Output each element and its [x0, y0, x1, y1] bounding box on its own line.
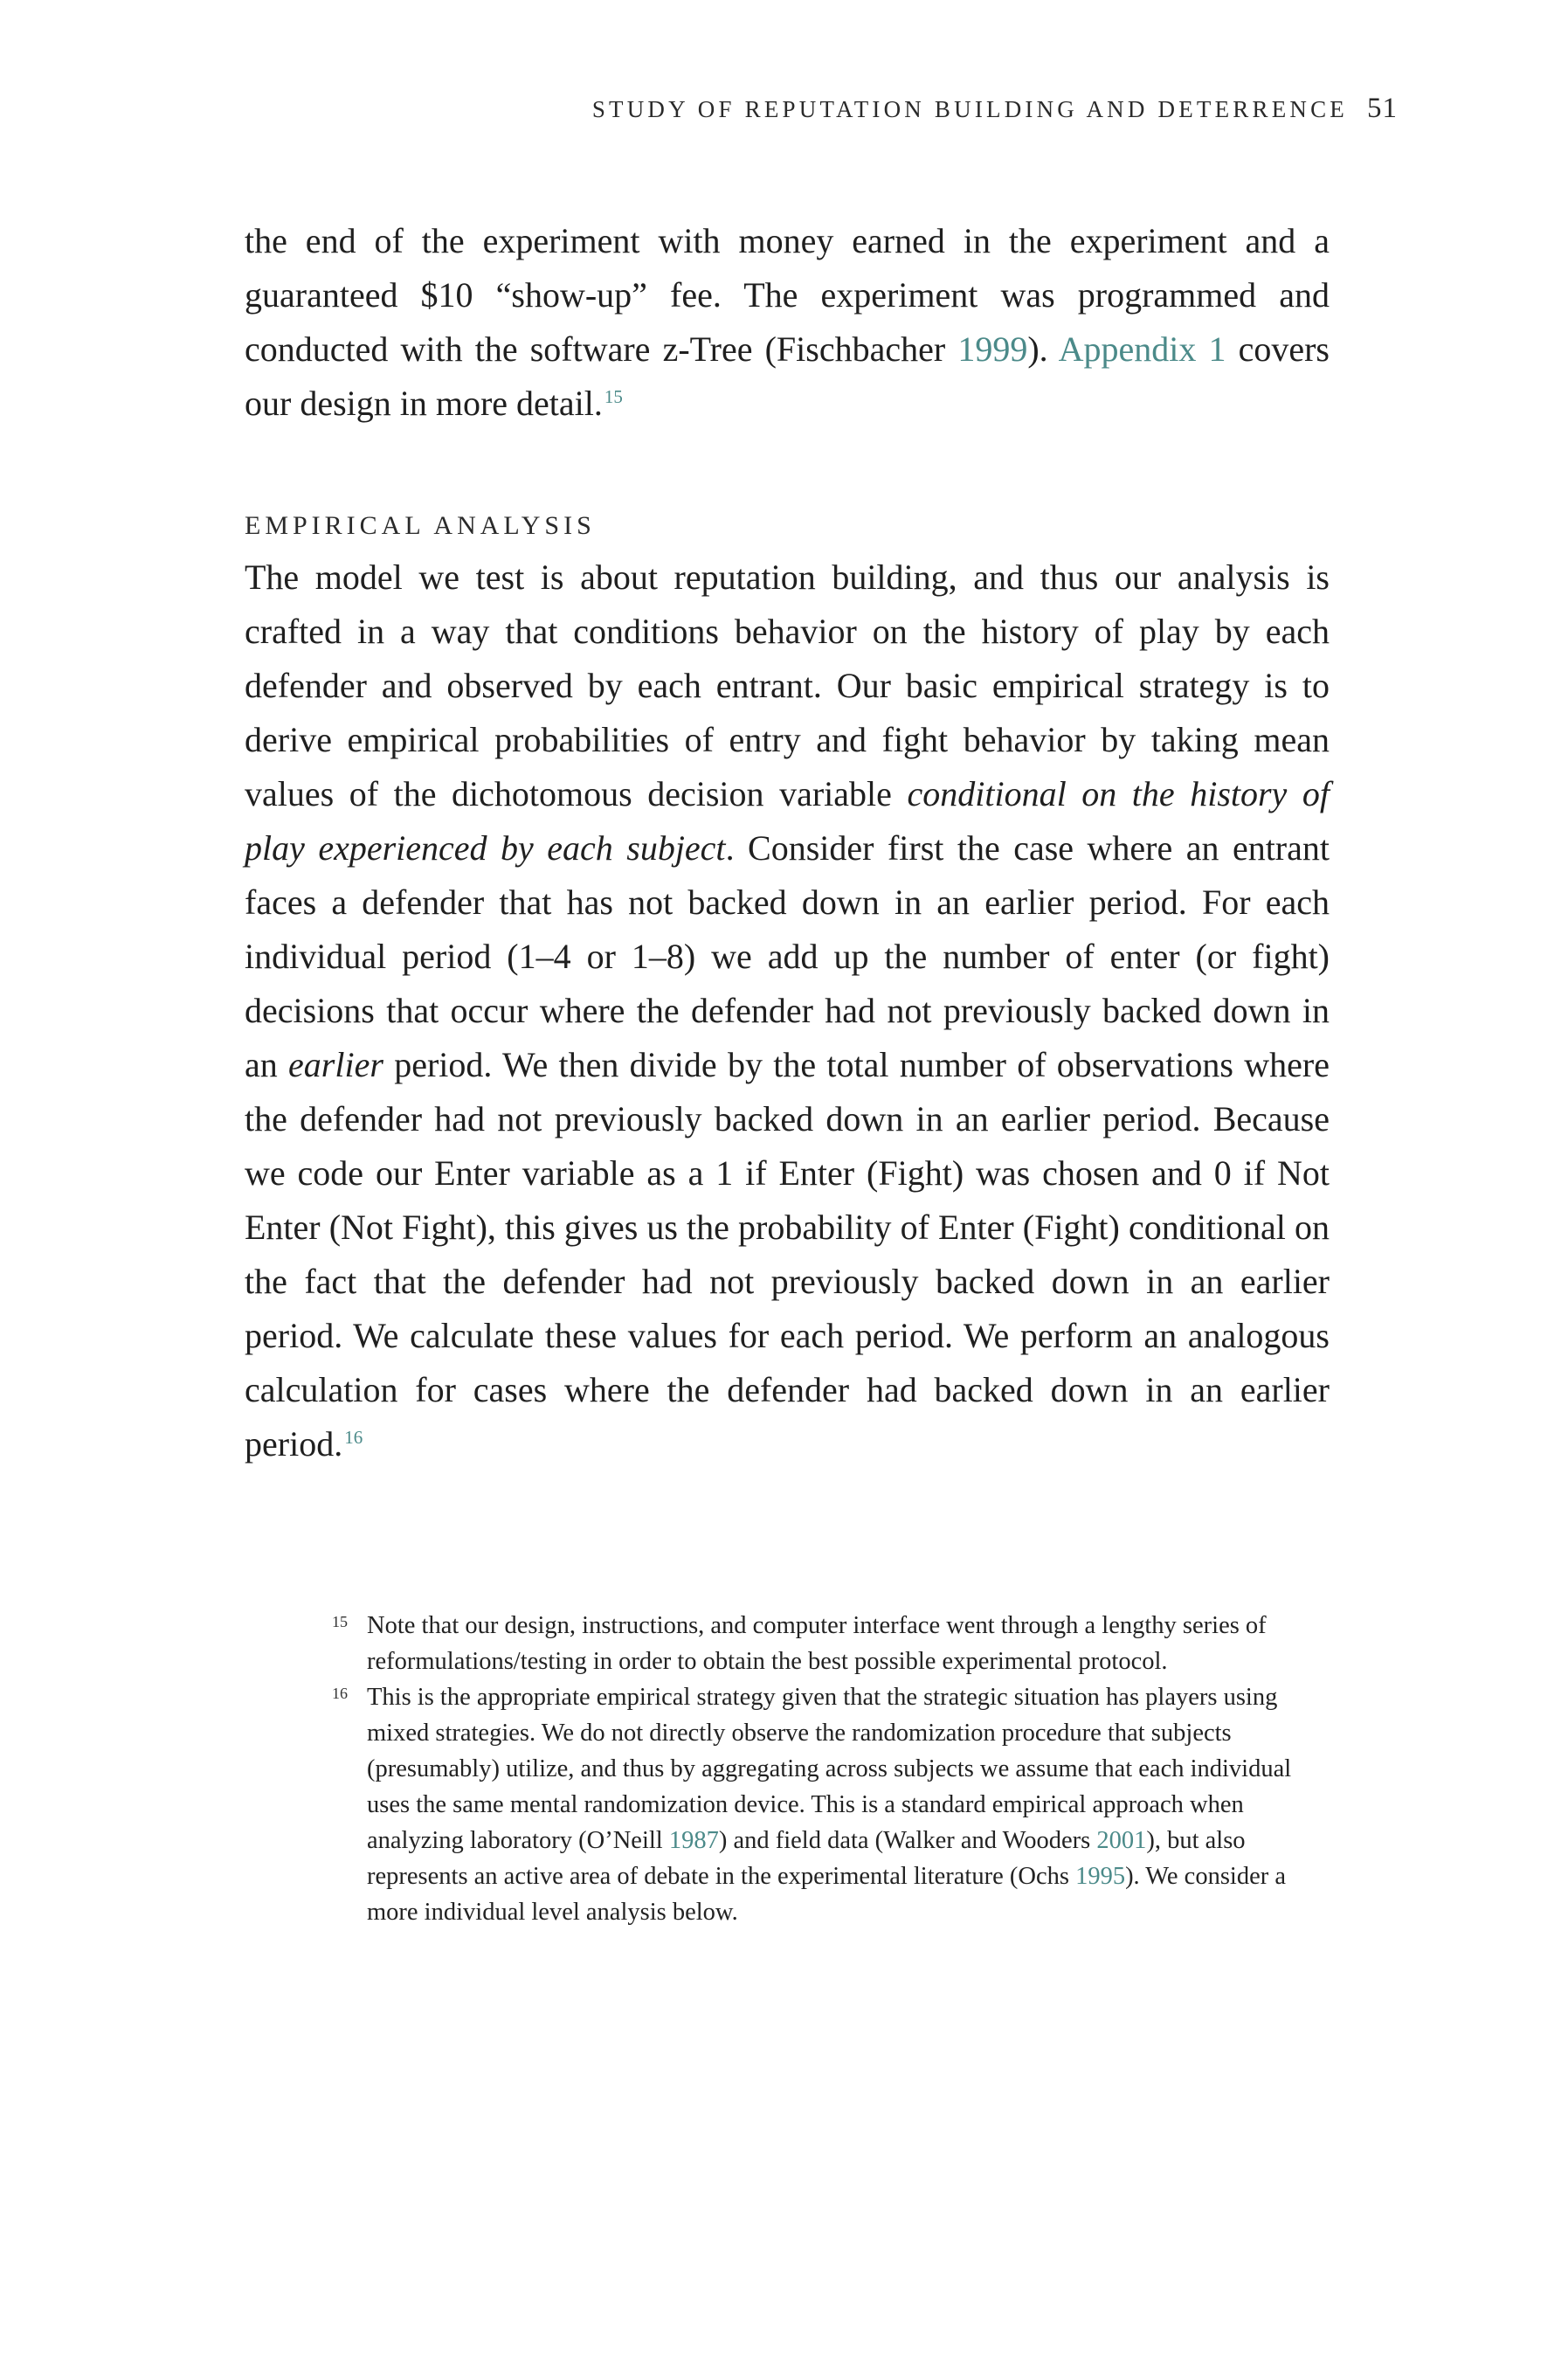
footnote-15 [332, 1608, 1319, 1679]
p1-text-b: ). [1027, 329, 1059, 369]
p2-italic-earlier: earlier [288, 1045, 383, 1084]
citation-walker-wooders-2001[interactable]: 2001 [1096, 1827, 1147, 1854]
citation-ochs-1995[interactable]: 1995 [1075, 1863, 1126, 1890]
footnote-ref-15[interactable]: 15 [604, 385, 623, 407]
p1-text-a: the end of the experiment with money earned in the experiment and a guaranteed $10 “show-up” fee. The experiment was programmed and conducted with the software z-Tree (Fischbacher [245, 221, 1330, 369]
footnote-ref-16[interactable]: 16 [344, 1426, 363, 1448]
footnote-16 [332, 1679, 1319, 1930]
footnote-text-c: ), but also represents an active area of debate in the experimental literature (Ochs [367, 1827, 1246, 1890]
footnote-text: Note that our design, instructions, and computer interface went through a lengthy series of reformulations/testing in order to obtain the best possible experimental protocol. [367, 1612, 1267, 1675]
appendix-1-link[interactable]: Appendix 1 [1058, 329, 1226, 369]
footnote-text-a: This is the appropriate empirical strategy given that the strategic situation has players using mixed strategies. We do not directly observe the randomization procedure that subjects (presumably) utilize, and thus by aggregating across subjects we assume that each individual uses the same mental randomization device. This is a standard empirical approach when analyzing laboratory (O’Neill [367, 1684, 1292, 1854]
footnote-number: 15 [332, 1613, 348, 1630]
running-head [592, 93, 1398, 125]
p1-text-c: covers our design in more detail. [245, 329, 1330, 423]
footnotes [332, 1608, 1319, 1930]
citation-oneill-1987[interactable]: 1987 [668, 1827, 719, 1854]
footnote-number: 16 [332, 1685, 348, 1702]
paragraph-2 [245, 550, 1330, 1471]
paragraph-1 [245, 214, 1330, 431]
p2-italic-conditional: conditional on the history of play experienced by each subject [245, 774, 1330, 868]
p2-text-b: . Consider first the case where an entrant faces a defender that has not backed down in an earlier period. For each individual period (1–4 or 1–8) we add up the number of enter (or fight) decisions that occur where the defender had not previously backed down in an [245, 828, 1330, 1084]
footnote-text-b: ) and field data (Walker and Wooders [718, 1827, 1097, 1854]
page-number: 51 [1367, 93, 1398, 124]
section-heading: EMPIRICAL ANALYSIS [245, 511, 596, 540]
p2-text-c: period. We then divide by the total number of observations where the defender had not previously backed down in an earlier period. Because we code our Enter variable as a 1 if Enter (Fight) was chosen and 0 if Not Enter (Not Fight), this gives us the probability of Enter (Fight) conditional on the fact that the defender had not previously backed down in an earlier period. We calculate these values for each period. We perform an analogous calculation for cases where the defender had backed down in an earlier period. [245, 1045, 1330, 1464]
footnote-text-d: ). We consider a more individual level analysis below. [367, 1863, 1287, 1926]
running-title: STUDY OF REPUTATION BUILDING AND DETERRENCE [591, 96, 1348, 122]
citation-fischbacher-1999[interactable]: 1999 [957, 329, 1028, 369]
p2-text-a: The model we test is about reputation building, and thus our analysis is crafted in a way that conditions behavior on the history of play by each defender and observed by each entrant. Our basic empirical strategy is to derive empirical probabilities of entry and fight behavior by taking mean values of the dichotomous decision variable [245, 557, 1330, 813]
